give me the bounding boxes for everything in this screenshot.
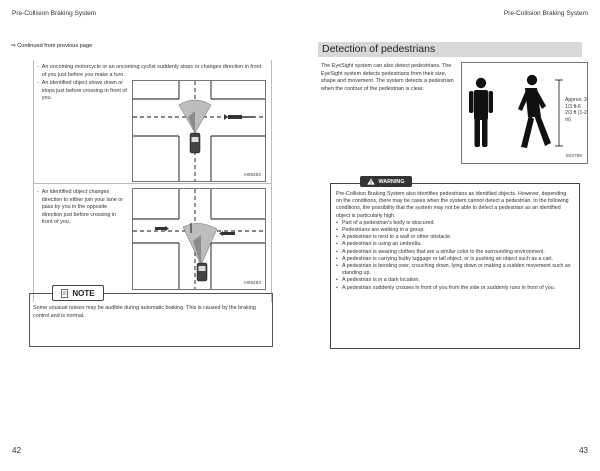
figure-code: H08492 xyxy=(244,173,261,178)
warning-content xyxy=(336,191,573,292)
walking-pedestrian-icon xyxy=(518,75,551,148)
figure-drawing xyxy=(133,189,265,289)
continued-note: ⇒ Continued from previous page xyxy=(11,43,93,49)
figure-code: S02796 xyxy=(565,154,582,159)
warning-item: • A pedestrian is carrying bulky luggage or tall object, or is pushing an object such as a cart. xyxy=(336,256,573,263)
section-title: Detection of pedestrians xyxy=(318,42,582,57)
figure-drawing xyxy=(133,81,265,181)
note-icon xyxy=(61,289,68,298)
warning-list xyxy=(336,220,573,292)
list-item: - An oncoming motorcycle or an oncoming cyclist suddenly stops or changes direction in front of you just before you make a turn. xyxy=(37,64,262,78)
warning-item: • A pedestrian is in a dark location. xyxy=(336,277,573,284)
note-label: NOTE xyxy=(52,285,104,301)
running-header-left: Pre-Collision Braking System xyxy=(12,10,97,17)
warning-item: • A pedestrian is next to a wall or other obstacle. xyxy=(336,234,573,241)
warning-intro: Pre-Collision Braking System also identifies pedestrians as identified objects. However, depending on the conditions, there may be cases when the system cannot detect a pedestrian. In the following conditions, the possibility that the system may not be able to detect a pedestrian as an identified object is particularly high. xyxy=(336,191,569,219)
standing-pedestrian-icon xyxy=(469,78,493,147)
warning-item: • A pedestrian is using an umbrella. xyxy=(336,241,573,248)
list-item: - An identified object changes direction to either join your lane or pass by you in the opposite direction just before crossing in front of you. xyxy=(37,189,124,226)
warning-item: • Pedestrians are walking in a group. xyxy=(336,227,573,234)
warning-triangle-icon xyxy=(367,178,375,185)
left-frame-line xyxy=(33,60,34,302)
figure-object-changes-direction xyxy=(132,188,266,290)
warning-item: • A pedestrian suddenly crosses in front of you from the side or suddenly runs in front of you. xyxy=(336,285,573,292)
page-number-right: 43 xyxy=(579,446,588,455)
page-number-left: 42 xyxy=(12,446,21,455)
section-body: The EyeSight system can also detect pedestrians. The EyeSight system detects pedestrians from their size, shape and movement. The system detects a pedestrian when the contour of the pedestrian is clear. xyxy=(321,63,454,92)
figure-pedestrians xyxy=(461,62,588,164)
warning-item: • Part of a pedestrian's body is obscured. xyxy=(336,220,573,227)
left-frame-line xyxy=(271,60,272,302)
left-divider xyxy=(33,183,271,184)
approx-height-label: Approx. 3 1/3 ft-6 2/3 ft (1-2 m) xyxy=(565,97,587,123)
running-header-right: Pre-Collision Braking System xyxy=(503,10,588,17)
note-text: Some unusual noises may be audible during automatic braking. This is caused by the braking control and is normal. xyxy=(33,305,256,319)
figure-code: H08493 xyxy=(244,281,261,286)
warning-label: WARNING xyxy=(360,176,412,187)
list-item: - An identified object slows down or stops just before crossing in front of you. xyxy=(37,80,127,102)
figure-car-stopping xyxy=(132,80,266,182)
warning-item: • A pedestrian is wearing clothes that are a similar color to the surrounding environment. xyxy=(336,249,573,256)
warning-item: • A pedestrian is bending over, crouching down, lying down or making a sudden movement such as standing up. xyxy=(336,263,573,277)
